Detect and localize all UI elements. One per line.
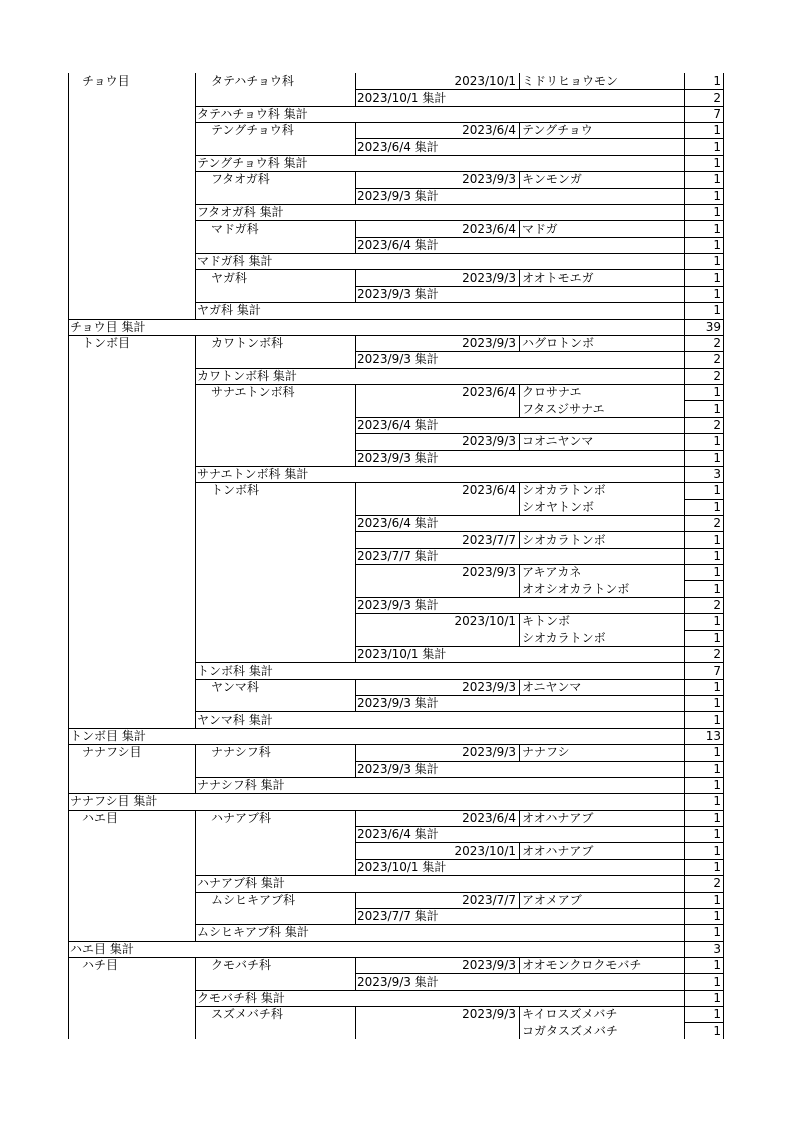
count-cell: 1 <box>713 1007 721 1022</box>
species-cell: オオトモエガ <box>522 270 594 285</box>
date-total-label: 2023/10/1 集計 <box>357 647 447 662</box>
date-column-divider <box>355 679 356 696</box>
species-cell: マドガ <box>522 221 558 236</box>
date-cell: 2023/6/4 <box>462 123 516 138</box>
family-column-divider <box>195 761 196 778</box>
date-column-divider <box>355 450 356 467</box>
count-cell: 1 <box>713 74 721 89</box>
date-column-divider <box>355 499 356 516</box>
count-cell: 1 <box>713 188 721 203</box>
species-column-divider <box>519 400 520 417</box>
family-column-divider <box>195 777 196 794</box>
date-total-label: 2023/6/4 集計 <box>357 827 439 842</box>
date-total-label: 2023/10/1 集計 <box>357 859 447 874</box>
family-column-divider <box>195 924 196 941</box>
date-column-divider <box>355 1006 356 1023</box>
date-column-divider <box>355 515 356 532</box>
date-cell: 2023/10/1 <box>454 843 516 858</box>
species-column-divider <box>519 630 520 647</box>
species-column-divider <box>519 564 520 581</box>
species-cell: テングチョウ <box>522 123 593 138</box>
date-total-label: 2023/6/4 集計 <box>357 237 439 252</box>
family-cell: ナナシフ科 <box>211 745 271 760</box>
family-cell: クモバチ科 <box>211 958 272 973</box>
species-column-divider <box>519 220 520 237</box>
count-cell: 1 <box>713 761 721 776</box>
family-column-divider <box>195 335 196 352</box>
count-cell: 1 <box>713 925 721 940</box>
date-column-divider <box>355 220 356 237</box>
count-cell: 1 <box>713 794 721 809</box>
count-cell: 1 <box>713 565 721 580</box>
family-column-divider <box>195 171 196 188</box>
family-column-divider <box>195 711 196 728</box>
date-total-label: 2023/7/7 集計 <box>357 909 439 924</box>
count-cell: 1 <box>713 172 721 187</box>
date-cell: 2023/6/4 <box>462 221 516 236</box>
family-total-label: ヤガ科 集計 <box>197 303 261 318</box>
date-cell: 2023/7/7 <box>462 892 516 907</box>
count-cell: 1 <box>713 630 721 645</box>
family-total-label: ヤンマ科 集計 <box>197 712 273 727</box>
species-column-divider <box>519 531 520 548</box>
date-column-divider <box>355 842 356 859</box>
family-column-divider <box>195 548 196 565</box>
family-column-divider <box>195 1022 196 1039</box>
date-total-label: 2023/6/4 集計 <box>357 417 439 432</box>
date-cell: 2023/9/3 <box>462 745 516 760</box>
species-column-divider <box>519 384 520 401</box>
species-cell: オニヤンマ <box>522 679 582 694</box>
date-cell: 2023/9/3 <box>462 958 516 973</box>
count-cell: 2 <box>713 352 721 367</box>
count-cell: 1 <box>713 303 721 318</box>
date-total-label: 2023/9/3 集計 <box>357 450 439 465</box>
order-cell: ナナフシ目 <box>82 745 142 760</box>
family-column-divider <box>195 499 196 516</box>
family-total-label: ムシヒキアブ科 集計 <box>197 925 309 940</box>
date-total-label: 2023/10/1 集計 <box>357 90 447 105</box>
species-column-divider <box>519 613 520 630</box>
family-column-divider <box>195 531 196 548</box>
count-cell: 1 <box>713 827 721 842</box>
count-cell: 1 <box>713 450 721 465</box>
date-column-divider <box>355 188 356 205</box>
family-column-divider <box>195 859 196 876</box>
count-cell: 1 <box>713 778 721 793</box>
count-cell: 1 <box>713 614 721 629</box>
family-column-divider <box>195 204 196 221</box>
date-column-divider <box>355 89 356 106</box>
family-column-divider <box>195 1006 196 1023</box>
family-cell: テングチョウ科 <box>211 123 294 138</box>
date-cell: 2023/9/3 <box>462 172 516 187</box>
count-cell: 1 <box>713 499 721 514</box>
count-cell: 39 <box>705 319 721 334</box>
family-column-divider <box>195 122 196 139</box>
family-cell: スズメバチ科 <box>211 1007 283 1022</box>
count-cell: 3 <box>713 941 721 956</box>
family-total-label: テングチョウ科 集計 <box>197 156 308 171</box>
species-cell: コガタスズメバチ <box>522 1023 618 1038</box>
date-column-divider <box>355 122 356 139</box>
count-cell: 7 <box>713 106 721 121</box>
count-cell: 1 <box>713 679 721 694</box>
family-cell: フタオガ科 <box>211 172 270 187</box>
date-column-divider <box>355 286 356 303</box>
family-cell: マドガ科 <box>211 221 259 236</box>
family-column-divider <box>195 679 196 696</box>
date-total-label: 2023/9/3 集計 <box>357 761 439 776</box>
count-cell: 2 <box>713 336 721 351</box>
species-column-divider <box>519 433 520 450</box>
species-column-divider <box>519 1022 520 1039</box>
date-column-divider <box>355 335 356 352</box>
family-column-divider <box>195 253 196 270</box>
date-column-divider <box>355 826 356 843</box>
order-cell: チョウ目 <box>82 74 130 89</box>
date-cell: 2023/10/1 <box>454 614 516 629</box>
order-cell: ハチ目 <box>82 958 119 973</box>
date-column-divider <box>355 171 356 188</box>
family-column-divider <box>195 990 196 1007</box>
count-cell: 1 <box>713 548 721 563</box>
species-cell: アオメアブ <box>522 892 582 907</box>
species-cell: シオカラトンボ <box>522 630 606 645</box>
count-cell: 1 <box>713 1023 721 1038</box>
date-column-divider <box>355 73 356 90</box>
date-column-divider <box>355 744 356 761</box>
family-column-divider <box>195 482 196 499</box>
family-total-label: フタオガ科 集計 <box>197 205 284 220</box>
species-cell: オオハナアブ <box>522 810 594 825</box>
count-cell: 1 <box>713 974 721 989</box>
species-column-divider <box>519 171 520 188</box>
family-column-divider <box>195 450 196 467</box>
count-cell: 1 <box>713 859 721 874</box>
family-total-label: クモバチ科 集計 <box>197 990 285 1005</box>
family-column-divider <box>195 842 196 859</box>
order-total-label: ハエ目 集計 <box>70 941 134 956</box>
date-column-divider <box>355 237 356 254</box>
species-cell: コオニヤンマ <box>522 434 594 449</box>
species-cell: フタスジサナエ <box>522 401 605 416</box>
family-column-divider <box>195 695 196 712</box>
family-column-divider <box>195 237 196 254</box>
count-cell: 7 <box>713 663 721 678</box>
family-column-divider <box>195 220 196 237</box>
date-cell: 2023/9/3 <box>462 336 516 351</box>
date-column-divider <box>355 810 356 827</box>
date-cell: 2023/9/3 <box>462 1007 516 1022</box>
family-column-divider <box>195 826 196 843</box>
count-cell: 1 <box>713 434 721 449</box>
count-cell: 2 <box>713 647 721 662</box>
species-column-divider <box>519 269 520 286</box>
count-cell: 3 <box>713 467 721 482</box>
date-total-label: 2023/9/3 集計 <box>357 352 439 367</box>
species-column-divider <box>519 957 520 974</box>
count-cell: 2 <box>713 417 721 432</box>
species-cell: シオヤトンボ <box>522 499 595 514</box>
date-cell: 2023/9/3 <box>462 270 516 285</box>
date-column-divider <box>355 531 356 548</box>
count-cell: 1 <box>713 745 721 760</box>
date-column-divider <box>355 548 356 565</box>
family-cell: サナエトンボ科 <box>211 385 295 400</box>
date-column-divider <box>355 761 356 778</box>
family-column-divider <box>195 73 196 90</box>
family-cell: ムシヒキアブ科 <box>211 892 296 907</box>
date-column-divider <box>355 482 356 499</box>
date-column-divider <box>355 908 356 925</box>
family-total-label: トンボ科 集計 <box>197 663 273 678</box>
date-total-label: 2023/7/7 集計 <box>357 548 439 563</box>
date-column-divider <box>355 580 356 597</box>
family-column-divider <box>195 384 196 401</box>
species-cell: ミドリヒョウモン <box>522 74 619 89</box>
count-cell: 2 <box>713 368 721 383</box>
species-cell: オオモンクロクモバチ <box>522 958 642 973</box>
count-cell: 1 <box>713 123 721 138</box>
date-column-divider <box>355 892 356 909</box>
count-cell: 1 <box>713 385 721 400</box>
count-cell: 1 <box>713 139 721 154</box>
family-column-divider <box>195 973 196 990</box>
family-column-divider <box>195 302 196 319</box>
family-total-label: カワトンボ科 集計 <box>197 368 297 383</box>
family-column-divider <box>195 138 196 155</box>
family-column-divider <box>195 188 196 205</box>
date-column-divider <box>355 957 356 974</box>
species-column-divider <box>519 679 520 696</box>
family-cell: トンボ科 <box>211 483 260 498</box>
family-column-divider <box>195 155 196 172</box>
count-cell: 1 <box>713 696 721 711</box>
date-total-label: 2023/6/4 集計 <box>357 516 439 531</box>
family-column-divider <box>195 597 196 614</box>
species-cell: ハグロトンボ <box>522 336 595 351</box>
count-cell: 1 <box>713 221 721 236</box>
species-cell: オオシオカラトンボ <box>522 581 630 596</box>
date-total-label: 2023/9/3 集計 <box>357 287 439 301</box>
family-column-divider <box>195 515 196 532</box>
family-total-label: マドガ科 集計 <box>197 254 273 269</box>
order-total-label: トンボ目 集計 <box>70 729 146 743</box>
date-column-divider <box>355 384 356 401</box>
species-cell: アキアカネ <box>522 565 582 580</box>
species-column-divider <box>519 842 520 859</box>
date-cell: 2023/10/1 <box>454 74 516 89</box>
family-total-label: タテハチョウ科 集計 <box>197 106 308 121</box>
date-column-divider <box>355 613 356 630</box>
family-column-divider <box>195 351 196 368</box>
date-total-label: 2023/9/3 集計 <box>357 188 439 203</box>
family-column-divider <box>195 875 196 892</box>
date-cell: 2023/6/4 <box>462 385 516 400</box>
species-column-divider <box>519 744 520 761</box>
species-column-divider <box>519 810 520 827</box>
count-cell: 1 <box>713 254 721 269</box>
count-cell: 1 <box>713 237 721 252</box>
family-column-divider <box>195 580 196 597</box>
count-column-divider <box>684 73 685 1039</box>
species-cell: クロサナエ <box>522 385 582 400</box>
date-column-divider <box>355 973 356 990</box>
family-column-divider <box>195 630 196 647</box>
count-cell: 2 <box>713 598 721 613</box>
count-cell: 1 <box>713 843 721 858</box>
date-total-label: 2023/9/3 集計 <box>357 598 439 613</box>
count-cell: 1 <box>713 712 721 727</box>
family-cell: ヤンマ科 <box>211 679 259 694</box>
date-total-label: 2023/6/4 集計 <box>357 139 439 154</box>
family-total-label: ナナシフ科 集計 <box>197 778 285 793</box>
family-column-divider <box>195 646 196 663</box>
date-column-divider <box>355 646 356 663</box>
family-total-label: ハナアブ科 集計 <box>197 876 285 891</box>
family-column-divider <box>195 400 196 417</box>
family-column-divider <box>195 957 196 974</box>
count-cell: 1 <box>713 581 721 596</box>
family-column-divider <box>195 892 196 909</box>
family-column-divider <box>195 662 196 679</box>
count-cell: 1 <box>713 958 721 973</box>
family-column-divider <box>195 810 196 827</box>
species-column-divider <box>519 580 520 597</box>
species-cell: キンモンガ <box>522 172 582 187</box>
count-cell: 1 <box>713 287 721 301</box>
date-column-divider <box>355 1022 356 1039</box>
order-cell: ハエ目 <box>82 810 119 825</box>
count-cell: 1 <box>713 990 721 1005</box>
date-column-divider <box>355 433 356 450</box>
species-cell: オオハナアブ <box>522 843 594 858</box>
date-column-divider <box>355 564 356 581</box>
species-cell: キトンボ <box>522 614 571 629</box>
family-column-divider <box>195 286 196 303</box>
date-cell: 2023/9/3 <box>462 434 516 449</box>
family-cell: タテハチョウ科 <box>211 74 294 89</box>
date-total-label: 2023/9/3 集計 <box>357 974 439 989</box>
species-column-divider <box>519 335 520 352</box>
species-cell: キイロスズメバチ <box>522 1007 618 1022</box>
family-column-divider <box>195 417 196 434</box>
count-cell: 13 <box>705 729 721 743</box>
species-column-divider <box>519 482 520 499</box>
date-cell: 2023/7/7 <box>462 532 516 547</box>
date-column-divider <box>355 597 356 614</box>
date-column-divider <box>355 630 356 647</box>
count-cell: 1 <box>713 810 721 825</box>
table-border-left <box>68 73 69 1039</box>
species-column-divider <box>519 1006 520 1023</box>
date-cell: 2023/9/3 <box>462 679 516 694</box>
count-cell: 1 <box>713 909 721 924</box>
date-column-divider <box>355 138 356 155</box>
family-column-divider <box>195 433 196 450</box>
date-column-divider <box>355 417 356 434</box>
order-total-label: ナナフシ目 集計 <box>70 794 158 809</box>
date-column-divider <box>355 269 356 286</box>
count-cell: 1 <box>713 483 721 498</box>
species-column-divider <box>519 499 520 516</box>
family-cell: カワトンボ科 <box>211 336 284 351</box>
species-column-divider <box>519 73 520 90</box>
family-total-label: サナエトンボ科 集計 <box>197 467 309 482</box>
family-column-divider <box>195 89 196 106</box>
order-total-label: チョウ目 集計 <box>70 319 146 334</box>
date-column-divider <box>355 695 356 712</box>
order-cell: トンボ目 <box>82 336 131 351</box>
species-column-divider <box>519 122 520 139</box>
count-cell: 1 <box>713 401 721 416</box>
date-cell: 2023/6/4 <box>462 810 516 825</box>
family-column-divider <box>195 613 196 630</box>
date-column-divider <box>355 859 356 876</box>
family-column-divider <box>195 269 196 286</box>
count-cell: 1 <box>713 205 721 220</box>
date-column-divider <box>355 400 356 417</box>
count-cell: 2 <box>713 516 721 531</box>
count-cell: 1 <box>713 892 721 907</box>
species-cell: ナナフシ <box>522 745 570 760</box>
date-column-divider <box>355 351 356 368</box>
date-total-label: 2023/9/3 集計 <box>357 696 439 711</box>
family-column-divider <box>195 106 196 123</box>
species-column-divider <box>519 892 520 909</box>
family-column-divider <box>195 564 196 581</box>
species-cell: シオカラトンボ <box>522 483 606 498</box>
date-cell: 2023/6/4 <box>462 483 516 498</box>
family-column-divider <box>195 368 196 385</box>
count-cell: 1 <box>713 270 721 285</box>
count-cell: 2 <box>713 90 721 105</box>
table-border-right <box>723 73 724 1039</box>
family-cell: ハナアブ科 <box>211 810 272 825</box>
family-cell: ヤガ科 <box>211 270 248 285</box>
family-column-divider <box>195 908 196 925</box>
count-cell: 2 <box>713 876 721 891</box>
count-cell: 1 <box>713 532 721 547</box>
count-cell: 1 <box>713 156 721 171</box>
family-column-divider <box>195 744 196 761</box>
family-column-divider <box>195 466 196 483</box>
species-cell: シオカラトンボ <box>522 532 606 547</box>
date-cell: 2023/9/3 <box>462 565 516 580</box>
